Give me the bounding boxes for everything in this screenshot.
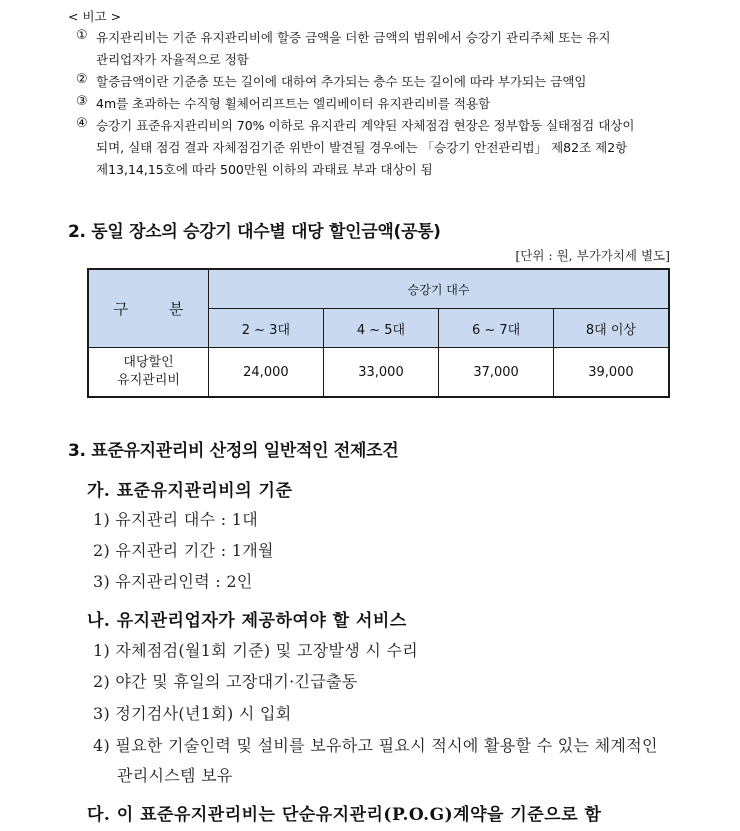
- row-label-line: 대당할인: [123, 355, 174, 370]
- note-number: ②: [76, 72, 88, 87]
- list-item: 3) 유지관리인력 : 2인: [93, 572, 253, 591]
- note-line: 승강기 표준유지관리비의 70% 이하로 유지관리 계약된 자체점검 현장은 정부합동 실태점검 대상이: [96, 118, 635, 133]
- note-item: [0, 71, 740, 93]
- note-number: ③: [76, 94, 88, 109]
- corner-label: 구 분: [113, 300, 202, 318]
- note-text: [96, 115, 676, 181]
- list-item: 2) 야간 및 휴일의 고장대기·긴급출동: [93, 672, 358, 691]
- table-cell: 33,000: [323, 348, 439, 398]
- note-text: [96, 71, 676, 93]
- table-corner-cell: [88, 269, 209, 348]
- list-item: 1) 자체점검(월1회 기준) 및 고장발생 시 수리: [93, 641, 418, 660]
- subsection-c-title: 다. 이 표준유지관리비는 단순유지관리(P.O.G)계약을 기준으로 함: [87, 805, 602, 825]
- subsection-b-title: 나. 유지관리업자가 제공하여야 할 서비스: [87, 611, 407, 631]
- note-line: 4m를 초과하는 수직형 휠체어리프트는 엘리베이터 유지관리비를 적용함: [96, 96, 491, 111]
- note-item: [0, 93, 740, 115]
- note-line: 할증금액이란 기준층 또는 길이에 대하여 추가되는 층수 또는 길이에 따라 부가되는 금액임: [96, 74, 587, 89]
- column-header: 2 ~ 3대: [209, 309, 324, 348]
- note-item: [0, 115, 740, 181]
- table-cell: 24,000: [209, 348, 324, 398]
- list-item: 1) 유지관리 대수 : 1대: [93, 510, 259, 529]
- note-line: 관리업자가 자율적으로 정함: [96, 52, 249, 67]
- row-label-line: 유지관리비: [117, 373, 180, 388]
- group-header: 승강기 대수: [209, 269, 669, 309]
- list-item: 2) 유지관리 기간 : 1개월: [93, 541, 274, 560]
- table-row: [88, 348, 669, 398]
- notes-heading: < 비고 >: [68, 9, 122, 24]
- note-text: [96, 93, 676, 115]
- note-line: 제13,14,15호에 따라 500만원 이하의 과태료 부과 대상이 됨: [96, 162, 433, 177]
- list-item: 3) 정기검사(년1회) 시 입회: [93, 704, 292, 723]
- note-number: ①: [76, 28, 88, 43]
- table-cell: 37,000: [439, 348, 554, 398]
- subsection-a-title: 가. 표준유지관리비의 기준: [87, 481, 293, 501]
- section3-title: 3. 표준유지관리비 산정의 일반적인 전제조건: [68, 441, 399, 461]
- section2-title: 2. 동일 장소의 승강기 대수별 대당 할인금액(공통): [68, 222, 441, 242]
- row-label: [88, 348, 209, 398]
- column-header: 4 ~ 5대: [323, 309, 439, 348]
- column-header: 8대 이상: [553, 309, 669, 348]
- list-item: 4) 필요한 기술인력 및 설비를 보유하고 필요시 적시에 활용할 수 있는 체계적인: [93, 736, 658, 755]
- column-header: 6 ~ 7대: [439, 309, 554, 348]
- notes-list: [0, 27, 740, 181]
- note-item: [0, 27, 740, 71]
- discount-table: [87, 268, 670, 398]
- unit-note: [단위 : 원, 부가가치세 별도]: [515, 248, 670, 263]
- list-item-continuation: 관리시스템 보유: [117, 766, 233, 785]
- note-line: 유지관리비는 기준 유지관리비에 할증 금액을 더한 금액의 범위에서 승강기 관리주체 또는 유지: [96, 30, 611, 45]
- table-cell: 39,000: [553, 348, 669, 398]
- note-text: [96, 27, 676, 71]
- note-number: ④: [76, 116, 88, 131]
- note-line: 되며, 실태 점검 결과 자체점검기준 위반이 발견될 경우에는 「승강기 안전관리법」 제82조 제2항: [96, 140, 628, 155]
